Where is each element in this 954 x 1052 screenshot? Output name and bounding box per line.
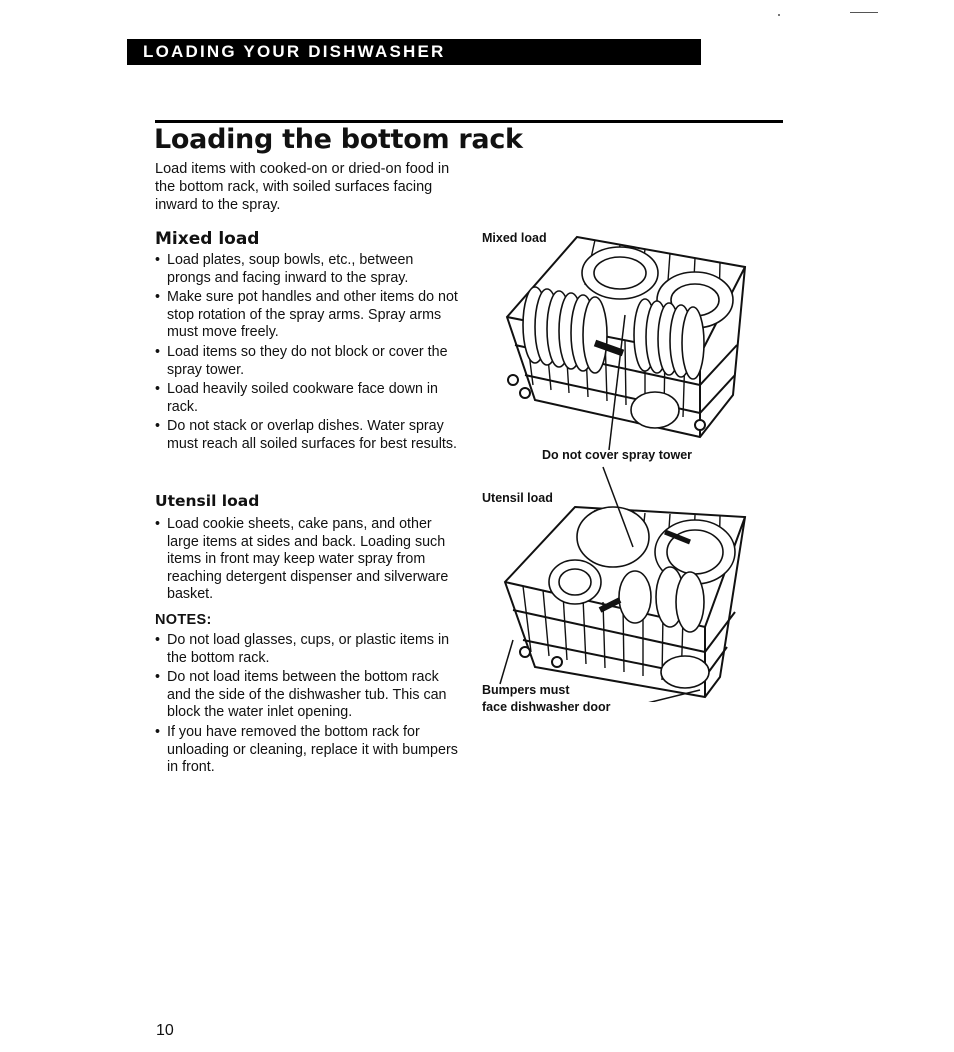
mixed-load-list (155, 252, 460, 456)
mixed-load-rack-illustration (495, 225, 755, 450)
list-item: • Load plates, soup bowls, etc., between prongs and facing inward to the spray. (155, 252, 460, 287)
utensil-load-rack-illustration (495, 462, 755, 702)
list-item: • Do not stack or overlap dishes. Water spray must reach all soiled surfaces for best results. (155, 418, 460, 453)
list-item: • Do not load items between the bottom rack and the side of the dishwasher tub. This can block the water inlet opening. (155, 669, 460, 722)
utensil-load-list (155, 516, 460, 606)
bumpers-callout (482, 682, 611, 716)
page-number: 10 (156, 1022, 174, 1039)
bumpers-callout-line2: face dishwasher door (482, 700, 611, 714)
corner-mark (778, 14, 780, 16)
utensil-load-heading: Utensil load (155, 492, 260, 510)
mixed-load-caption: Mixed load (482, 231, 547, 245)
section-header-title: LOADING YOUR DISHWASHER (143, 42, 446, 61)
title-rule (155, 120, 783, 123)
list-item: • If you have removed the bottom rack for unloading or cleaning, replace it with bumpers in front. (155, 724, 460, 777)
list-item: • Load heavily soiled cookware face down in rack. (155, 381, 460, 416)
list-item: • Make sure pot handles and other items do not stop rotation of the spray arms. Spray arms must move freely. (155, 289, 460, 342)
utensil-load-caption: Utensil load (482, 491, 553, 505)
page-title: Loading the bottom rack (154, 124, 523, 155)
spray-tower-callout: Do not cover spray tower (542, 448, 693, 462)
list-item: • Load cookie sheets, cake pans, and other large items at sides and back. Loading such items in front may keep water spray from reaching detergent dispenser and silverware basket. (155, 516, 460, 604)
list-item: • Load items so they do not block or cover the spray tower. (155, 344, 460, 379)
notes-label: NOTES: (155, 612, 212, 628)
list-item: • Do not load glasses, cups, or plastic items in the bottom rack. (155, 632, 460, 667)
intro-paragraph: Load items with cooked-on or dried-on food in the bottom rack, with soiled surfaces facing inward to the spray. (155, 161, 450, 213)
section-header-bar (127, 39, 701, 65)
notes-list (155, 632, 460, 779)
mixed-load-heading: Mixed load (155, 229, 260, 249)
corner-rule (850, 12, 878, 13)
bumpers-callout-line1: Bumpers must (482, 683, 570, 697)
